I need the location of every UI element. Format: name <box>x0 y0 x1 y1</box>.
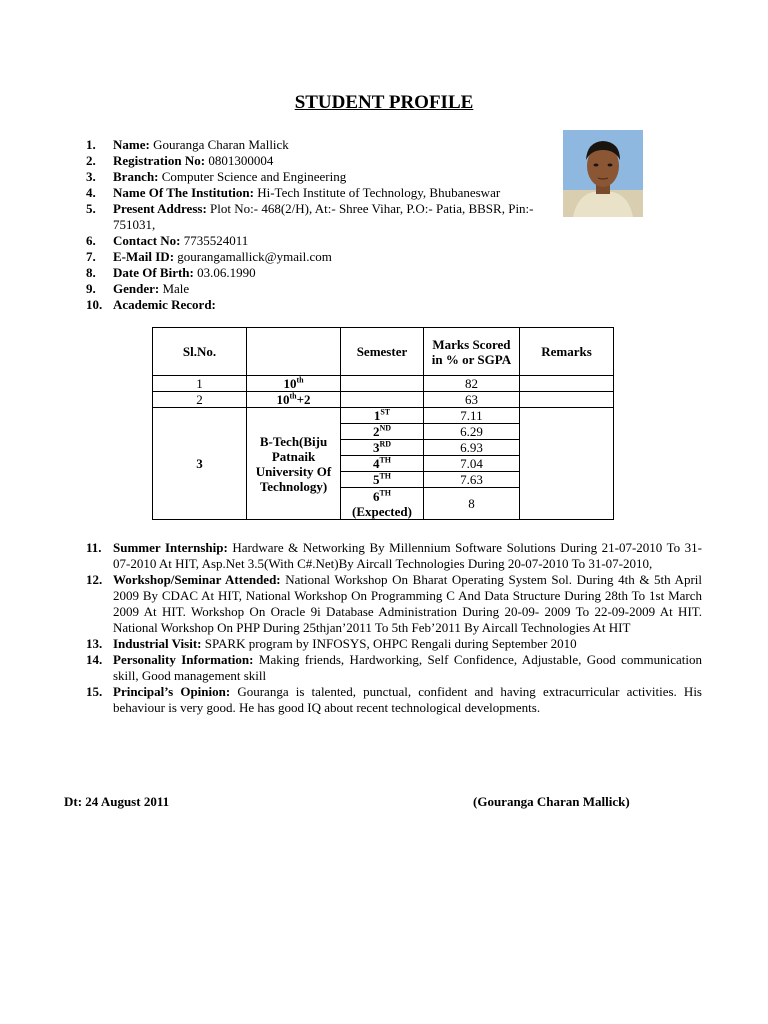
student-photo <box>563 130 643 217</box>
gender-value: Male <box>159 281 190 296</box>
header-remarks: Remarks <box>519 328 613 376</box>
list-item: 15. Principal’s Opinion: Gouranga is talented, punctual, confident and having extracurricular activities. His behaviour is very good. He has good IQ about recent technological developments. <box>86 684 702 715</box>
btech-remarks <box>519 408 613 520</box>
branch-value: Computer Science and Engineering <box>158 169 347 184</box>
page-title: STUDENT PROFILE <box>294 92 474 113</box>
table-row: 1 10th 82 <box>153 376 614 392</box>
name-value: Gouranga Charan Mallick <box>149 137 289 152</box>
list-item: 11. Summer Internship: Hardware & Networking By Millennium Software Solutions During 21-07-2010 To 31-07-2010 At HIT, Asp.Net 3.5(With C#.Net)By Aircall Technologies During 20-07-2010 To 31-07-2010, <box>86 540 702 571</box>
industrial-visit-value: SPARK program by INFOSYS, OHPC Rengali during September 2010 <box>201 636 577 651</box>
btech-course: B-Tech(Biju Patnaik University Of Technology) <box>247 408 341 520</box>
list-item: 4. Name Of The Institution: Hi-Tech Institute of Technology, Bhubaneswar <box>86 185 501 200</box>
list-item: 12. Workshop/Seminar Attended: National Workshop On Bharat Operating System Sol. During 4th & 5th April 2009 By CDAC At HIT, National Workshop On Programming C And Data Structure During 28th To 1st March 2009 At HIT. Workshop On Oracle 9i Database Administration During 20-09- 2009 To 22-09-2009 At HIT. National Workshop On PHP During 25thjan’2011 To 5th Feb’2011 By Aircall Technologies At HIT <box>86 572 702 635</box>
principal-opinion-value: Gouranga is talented, punctual, confident and having extracurricular activities. His behaviour is very good. He has good IQ about recent technological developments. <box>113 684 702 715</box>
list-item: 5. Present Address: Plot No:- 468(2/H), At:- Shree Vihar, P.O:- Patia, BBSR, Pin:- 751031, <box>86 201 534 232</box>
list-item: 1. Name: Gouranga Charan Mallick <box>86 137 289 152</box>
table-row: 4TH 7.04 <box>153 456 614 472</box>
header-marks: Marks Scored in % or SGPA <box>423 328 519 376</box>
table-row: 5TH 7.63 <box>153 472 614 488</box>
list-item: 9. Gender: Male <box>86 281 190 296</box>
list-item: 14. Personality Information: Making friends, Hardworking, Self Confidence, Adjustable, Good communication skill, Good management skill <box>86 652 702 683</box>
footer-signature: (Gouranga Charan Mallick) <box>473 794 630 809</box>
footer-date: Dt: 24 August 2011 <box>64 794 170 809</box>
email-value: gourangamallick@ymail.com <box>174 249 332 264</box>
student-photo-image <box>563 130 643 217</box>
list-item: 7. E-Mail ID: gourangamallick@ymail.com <box>86 249 332 264</box>
header-semester: Semester <box>341 328 424 376</box>
table-row: 3 B-Tech(Biju Patnaik University Of Technology) 1ST 7.11 <box>153 408 614 424</box>
address-value: Plot No:- 468(2/H), At:- Shree Vihar, P.O:- Patia, BBSR, Pin:- 751031, <box>113 201 534 232</box>
table-row: 2ND 6.29 <box>153 424 614 440</box>
btech-slno: 3 <box>153 408 247 520</box>
workshop-value: National Workshop On Bharat Operating System Sol. During 4th & 5th April 2009 By CDAC At HIT, National Workshop On Programming C And Data Structure During 28th To 1st March 2009 At HIT. Workshop On Oracle 9i Database Administration During 20-09- 2009 To 22-09-2009 At HIT. National Workshop On PHP During 25thjan’2011 To 5th Feb’2011 By Aircall Technologies At HIT <box>113 572 702 635</box>
institution-value: Hi-Tech Institute of Technology, Bhubaneswar <box>253 185 501 200</box>
list-item: 3. Branch: Computer Science and Engineering <box>86 169 347 184</box>
header-slno: Sl.No. <box>153 328 247 376</box>
table-row: 6TH (Expected) 8 <box>153 488 614 520</box>
table-header-row <box>153 328 614 376</box>
list-item: 2. Registration No: 0801300004 <box>86 153 274 168</box>
header-course <box>247 328 341 376</box>
table-row: 3RD 6.93 <box>153 440 614 456</box>
list-item: 6. Contact No: 7735524011 <box>86 233 249 248</box>
personal-details-list <box>86 137 556 313</box>
academic-record-table <box>152 327 614 520</box>
list-item: 13. Industrial Visit: SPARK program by INFOSYS, OHPC Rengali during September 2010 <box>86 636 577 651</box>
contact-value: 7735524011 <box>180 233 249 248</box>
dob-value: 03.06.1990 <box>193 265 256 280</box>
additional-details-list <box>86 540 702 716</box>
list-item: 10. Academic Record: <box>86 297 216 312</box>
internship-value: Hardware & Networking By Millennium Software Solutions During 21-07-2010 To 31-07-2010 At HIT, Asp.Net 3.5(With C#.Net)By Aircall Technologies During 20-07-2010 To 31-07-2010, <box>113 540 702 571</box>
table-row: 2 10th+2 63 <box>153 392 614 408</box>
personality-value: Making friends, Hardworking, Self Confidence, Adjustable, Good communication skill, Good management skill <box>113 652 702 683</box>
list-item: 8. Date Of Birth: 03.06.1990 <box>86 265 256 280</box>
registration-value: 0801300004 <box>205 153 274 168</box>
